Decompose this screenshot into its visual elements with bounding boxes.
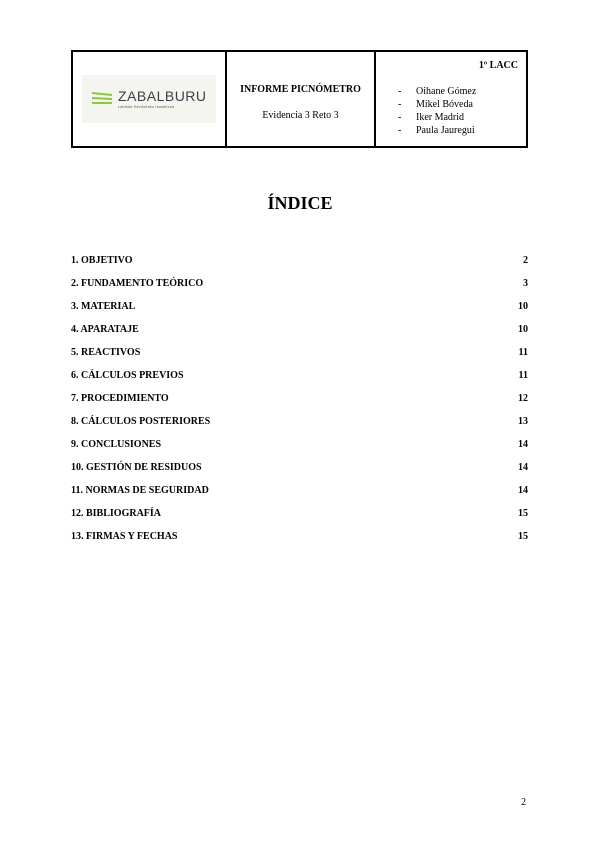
member-name: - Paula Jauregui [398, 124, 476, 137]
toc-entry[interactable] [71, 255, 528, 278]
toc-entry-label: 9. CONCLUSIONES [71, 439, 162, 450]
toc-entry-label: 2. FUNDAMENTO TEÓRICO [71, 278, 204, 289]
logo-brand-text: ZABALBURU [118, 88, 207, 104]
member-name: - Oihane Gómez [398, 85, 476, 98]
toc-entry-page: 10 [518, 301, 528, 312]
toc-entry-page: 15 [518, 508, 528, 519]
toc-entry-page: 2 [523, 255, 528, 266]
logo-tagline: Lanbide Heziketako Ikastetxea [118, 105, 175, 109]
toc-entry-page: 15 [518, 531, 528, 542]
toc-entry-page: 14 [518, 439, 528, 450]
toc-entry-page: 10 [518, 324, 528, 335]
toc-entry-label: 11. NORMAS DE SEGURIDAD [71, 485, 209, 496]
toc-entry-page: 14 [518, 462, 528, 473]
toc-entry-label: 8. CÁLCULOS POSTERIORES [71, 416, 211, 427]
toc-entry[interactable] [71, 531, 528, 554]
toc-entry[interactable] [71, 416, 528, 439]
course-label: 1º LACC [478, 60, 518, 71]
toc-entry-page: 13 [518, 416, 528, 427]
toc-entry[interactable] [71, 324, 528, 347]
toc-entry-label: 7. PROCEDIMIENTO [71, 393, 169, 404]
toc-entry-label: 1. OBJETIVO [71, 255, 133, 266]
toc-entry[interactable] [71, 370, 528, 393]
toc-entry-label: 4. APARATAJE [71, 324, 139, 335]
toc-entry[interactable] [71, 439, 528, 462]
toc-entry-label: 6. CÁLCULOS PREVIOS [71, 370, 184, 381]
document-title: INFORME PICNÓMETRO [240, 84, 361, 95]
member-name: - Iker Madrid [398, 111, 476, 124]
toc-entry[interactable] [71, 462, 528, 485]
toc-entry-page: 11 [518, 347, 528, 358]
zabalburu-logo [82, 75, 216, 123]
toc-entry[interactable] [71, 508, 528, 531]
toc-entry-label: 13. FIRMAS Y FECHAS [71, 531, 178, 542]
table-of-contents [71, 255, 528, 554]
header-table [71, 50, 528, 148]
toc-entry-label: 3. MATERIAL [71, 301, 136, 312]
toc-entry-page: 3 [523, 278, 528, 289]
document-subtitle: Evidencia 3 Reto 3 [262, 110, 339, 121]
zabalburu-stripes-icon [92, 91, 114, 107]
member-name: - Mikel Bóveda [398, 98, 476, 111]
toc-entry-label: 10. GESTIÓN DE RESIDUOS [71, 462, 202, 473]
members-list [398, 85, 476, 137]
toc-entry-page: 14 [518, 485, 528, 496]
toc-entry[interactable] [71, 393, 528, 416]
index-heading: ÍNDICE [267, 193, 333, 213]
toc-entry[interactable] [71, 301, 528, 324]
toc-entry[interactable] [71, 485, 528, 508]
title-cell [227, 52, 376, 146]
page-number: 2 [521, 797, 526, 808]
toc-entry[interactable] [71, 278, 528, 301]
toc-entry-page: 12 [518, 393, 528, 404]
info-cell [376, 52, 526, 146]
toc-entry-label: 12. BIBLIOGRAFÍA [71, 508, 162, 519]
toc-entry[interactable] [71, 347, 528, 370]
toc-entry-page: 11 [518, 370, 528, 381]
logo-cell [73, 52, 227, 146]
toc-entry-label: 5. REACTIVOS [71, 347, 141, 358]
